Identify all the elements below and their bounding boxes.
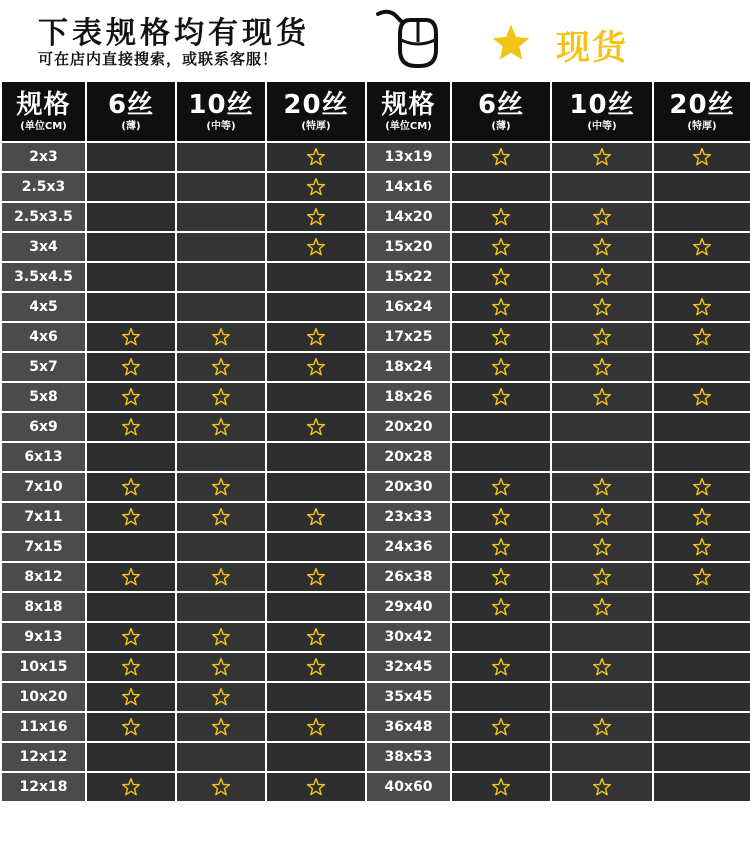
availability-cell-t6 — [451, 682, 551, 712]
availability-cell-t10 — [176, 382, 266, 412]
availability-cell-t10 — [551, 742, 653, 772]
availability-cell-t6 — [451, 202, 551, 232]
star-icon — [491, 267, 511, 287]
availability-cell-t10 — [176, 232, 266, 262]
availability-cell-t6 — [451, 772, 551, 802]
availability-cell-t20 — [266, 592, 366, 622]
table-row — [1, 382, 750, 412]
star-icon — [306, 507, 326, 527]
availability-cell-t20 — [653, 532, 750, 562]
size-cell: 14x16 — [366, 172, 451, 202]
availability-cell-t10 — [551, 682, 653, 712]
availability-cell-t6 — [86, 562, 176, 592]
availability-cell-t6 — [451, 292, 551, 322]
availability-cell-t6 — [86, 292, 176, 322]
availability-cell-t6 — [86, 172, 176, 202]
availability-cell-t20 — [653, 472, 750, 502]
column-header-6: 6丝 (薄) — [86, 81, 176, 142]
availability-cell-t10 — [176, 682, 266, 712]
star-icon — [211, 627, 231, 647]
size-cell: 7x15 — [1, 532, 86, 562]
mouse-icon — [370, 8, 440, 70]
availability-cell-t20 — [653, 502, 750, 532]
star-icon — [306, 777, 326, 797]
size-cell: 5x7 — [1, 352, 86, 382]
availability-cell-t10 — [551, 502, 653, 532]
star-icon — [211, 777, 231, 797]
availability-cell-t20 — [266, 382, 366, 412]
size-cell: 15x20 — [366, 232, 451, 262]
availability-cell-t6 — [451, 562, 551, 592]
star-icon — [692, 327, 712, 347]
availability-cell-t20 — [266, 232, 366, 262]
size-cell: 23x33 — [366, 502, 451, 532]
size-cell: 13x19 — [366, 142, 451, 172]
size-cell: 14x20 — [366, 202, 451, 232]
availability-cell-t6 — [86, 262, 176, 292]
column-header-6: 6丝 (薄) — [451, 81, 551, 142]
star-icon — [306, 717, 326, 737]
star-icon — [211, 657, 231, 677]
legend-star-icon — [490, 22, 532, 64]
availability-cell-t6 — [86, 322, 176, 352]
column-header-size: 规格 (单位CM) — [1, 81, 86, 142]
availability-cell-t10 — [176, 262, 266, 292]
star-icon — [592, 237, 612, 257]
star-icon — [491, 657, 511, 677]
column-header-10: 10丝 (中等) — [176, 81, 266, 142]
star-icon — [491, 387, 511, 407]
star-icon — [121, 627, 141, 647]
availability-cell-t6 — [451, 712, 551, 742]
star-icon — [211, 327, 231, 347]
availability-cell-t20 — [266, 622, 366, 652]
table-row — [1, 562, 750, 592]
availability-cell-t6 — [451, 532, 551, 562]
size-cell: 32x45 — [366, 652, 451, 682]
table-row — [1, 622, 750, 652]
availability-cell-t20 — [653, 712, 750, 742]
availability-cell-t20 — [266, 322, 366, 352]
size-cell: 36x48 — [366, 712, 451, 742]
availability-cell-t20 — [266, 712, 366, 742]
star-icon — [211, 417, 231, 437]
column-header-size: 规格 (单位CM) — [366, 81, 451, 142]
availability-cell-t20 — [653, 682, 750, 712]
availability-cell-t6 — [86, 232, 176, 262]
availability-cell-t6 — [451, 232, 551, 262]
availability-cell-t20 — [653, 202, 750, 232]
star-icon — [211, 357, 231, 377]
availability-cell-t6 — [86, 622, 176, 652]
availability-cell-t6 — [86, 712, 176, 742]
table-row — [1, 142, 750, 172]
availability-cell-t10 — [176, 292, 266, 322]
availability-cell-t6 — [86, 742, 176, 772]
size-cell: 15x22 — [366, 262, 451, 292]
availability-cell-t20 — [266, 172, 366, 202]
size-cell: 2.5x3 — [1, 172, 86, 202]
availability-cell-t10 — [176, 712, 266, 742]
availability-cell-t6 — [86, 142, 176, 172]
availability-cell-t6 — [451, 172, 551, 202]
availability-cell-t6 — [451, 592, 551, 622]
star-icon — [592, 597, 612, 617]
star-icon — [306, 567, 326, 587]
page-title: 下表规格均有现货 — [38, 16, 310, 51]
availability-cell-t20 — [653, 772, 750, 802]
star-icon — [211, 687, 231, 707]
star-icon — [121, 417, 141, 437]
table-row — [1, 682, 750, 712]
availability-cell-t10 — [176, 772, 266, 802]
availability-cell-t6 — [451, 322, 551, 352]
availability-cell-t20 — [653, 352, 750, 382]
availability-cell-t10 — [551, 412, 653, 442]
legend-label: 现货 — [556, 28, 628, 68]
star-icon — [491, 327, 511, 347]
page-header — [0, 0, 750, 80]
size-cell: 3x4 — [1, 232, 86, 262]
star-icon — [211, 477, 231, 497]
size-cell: 4x6 — [1, 322, 86, 352]
availability-cell-t10 — [551, 232, 653, 262]
star-icon — [491, 207, 511, 227]
table-row — [1, 232, 750, 262]
star-icon — [692, 537, 712, 557]
availability-cell-t10 — [176, 622, 266, 652]
star-icon — [592, 537, 612, 557]
size-cell: 10x20 — [1, 682, 86, 712]
availability-cell-t10 — [551, 292, 653, 322]
availability-cell-t10 — [551, 472, 653, 502]
star-icon — [306, 357, 326, 377]
size-cell: 3.5x4.5 — [1, 262, 86, 292]
column-header-10: 10丝 (中等) — [551, 81, 653, 142]
availability-cell-t10 — [176, 742, 266, 772]
star-icon — [592, 387, 612, 407]
size-cell: 38x53 — [366, 742, 451, 772]
availability-cell-t10 — [176, 592, 266, 622]
size-cell: 12x18 — [1, 772, 86, 802]
star-icon — [306, 657, 326, 677]
star-icon — [211, 507, 231, 527]
star-icon — [592, 327, 612, 347]
table-row — [1, 652, 750, 682]
availability-cell-t10 — [176, 172, 266, 202]
size-cell: 5x8 — [1, 382, 86, 412]
availability-cell-t10 — [176, 502, 266, 532]
star-icon — [592, 777, 612, 797]
spec-table — [0, 80, 750, 803]
availability-cell-t6 — [86, 202, 176, 232]
availability-cell-t10 — [551, 622, 653, 652]
star-icon — [491, 507, 511, 527]
availability-cell-t20 — [653, 622, 750, 652]
availability-cell-t6 — [451, 622, 551, 652]
availability-cell-t20 — [266, 292, 366, 322]
availability-cell-t6 — [86, 382, 176, 412]
star-icon — [306, 177, 326, 197]
availability-cell-t20 — [653, 172, 750, 202]
star-icon — [692, 477, 712, 497]
table-row — [1, 442, 750, 472]
size-cell: 12x12 — [1, 742, 86, 772]
star-icon — [592, 477, 612, 497]
star-icon — [491, 537, 511, 557]
availability-cell-t10 — [551, 532, 653, 562]
star-icon — [592, 207, 612, 227]
size-cell: 30x42 — [366, 622, 451, 652]
star-icon — [121, 477, 141, 497]
star-icon — [592, 567, 612, 587]
availability-cell-t10 — [551, 382, 653, 412]
table-header-row — [1, 81, 750, 142]
availability-cell-t10 — [176, 562, 266, 592]
availability-cell-t10 — [551, 442, 653, 472]
star-icon — [211, 387, 231, 407]
availability-cell-t20 — [266, 142, 366, 172]
availability-cell-t20 — [266, 202, 366, 232]
availability-cell-t6 — [451, 142, 551, 172]
star-icon — [491, 477, 511, 497]
availability-cell-t6 — [451, 502, 551, 532]
size-cell: 20x20 — [366, 412, 451, 442]
availability-cell-t20 — [266, 262, 366, 292]
availability-cell-t20 — [653, 442, 750, 472]
table-row — [1, 532, 750, 562]
star-icon — [121, 567, 141, 587]
availability-cell-t20 — [653, 412, 750, 442]
star-icon — [121, 657, 141, 677]
star-icon — [491, 147, 511, 167]
availability-cell-t20 — [653, 382, 750, 412]
availability-cell-t10 — [551, 652, 653, 682]
availability-cell-t20 — [266, 772, 366, 802]
star-icon — [211, 567, 231, 587]
availability-cell-t20 — [266, 352, 366, 382]
availability-cell-t6 — [86, 592, 176, 622]
star-icon — [592, 147, 612, 167]
star-icon — [121, 507, 141, 527]
star-icon — [306, 417, 326, 437]
star-icon — [306, 237, 326, 257]
column-header-20: 20丝 (特厚) — [266, 81, 366, 142]
availability-cell-t6 — [86, 532, 176, 562]
size-cell: 10x15 — [1, 652, 86, 682]
page-subtitle: 可在店内直接搜索，或联系客服！ — [38, 50, 279, 68]
availability-cell-t6 — [86, 682, 176, 712]
availability-cell-t6 — [86, 472, 176, 502]
availability-cell-t10 — [551, 772, 653, 802]
table-row — [1, 712, 750, 742]
table-row — [1, 472, 750, 502]
star-icon — [692, 147, 712, 167]
star-icon — [306, 147, 326, 167]
size-cell: 6x9 — [1, 412, 86, 442]
size-cell: 9x13 — [1, 622, 86, 652]
availability-cell-t20 — [266, 742, 366, 772]
star-icon — [491, 237, 511, 257]
availability-cell-t10 — [551, 142, 653, 172]
star-icon — [121, 777, 141, 797]
table-row — [1, 262, 750, 292]
size-cell: 8x12 — [1, 562, 86, 592]
size-cell: 2x3 — [1, 142, 86, 172]
availability-cell-t10 — [176, 322, 266, 352]
availability-cell-t20 — [653, 562, 750, 592]
star-icon — [121, 357, 141, 377]
star-icon — [592, 267, 612, 287]
size-cell: 8x18 — [1, 592, 86, 622]
size-cell: 18x24 — [366, 352, 451, 382]
table-row — [1, 592, 750, 622]
star-icon — [592, 507, 612, 527]
availability-cell-t20 — [653, 592, 750, 622]
size-cell: 20x28 — [366, 442, 451, 472]
availability-cell-t10 — [176, 472, 266, 502]
size-cell: 29x40 — [366, 592, 451, 622]
availability-cell-t6 — [86, 352, 176, 382]
table-row — [1, 742, 750, 772]
star-icon — [592, 657, 612, 677]
table-row — [1, 412, 750, 442]
availability-cell-t20 — [653, 262, 750, 292]
availability-cell-t10 — [176, 142, 266, 172]
availability-cell-t6 — [451, 262, 551, 292]
size-cell: 11x16 — [1, 712, 86, 742]
size-cell: 7x10 — [1, 472, 86, 502]
availability-cell-t20 — [266, 532, 366, 562]
availability-cell-t6 — [451, 652, 551, 682]
availability-cell-t20 — [266, 472, 366, 502]
availability-cell-t20 — [653, 232, 750, 262]
size-cell: 26x38 — [366, 562, 451, 592]
availability-cell-t20 — [266, 412, 366, 442]
table-row — [1, 772, 750, 802]
availability-cell-t20 — [266, 442, 366, 472]
availability-cell-t10 — [551, 592, 653, 622]
availability-cell-t20 — [653, 292, 750, 322]
size-cell: 40x60 — [366, 772, 451, 802]
table-row — [1, 292, 750, 322]
availability-cell-t10 — [176, 532, 266, 562]
size-cell: 20x30 — [366, 472, 451, 502]
size-cell: 18x26 — [366, 382, 451, 412]
availability-cell-t10 — [551, 562, 653, 592]
availability-cell-t6 — [451, 442, 551, 472]
availability-cell-t6 — [451, 382, 551, 412]
star-icon — [491, 597, 511, 617]
table-row — [1, 322, 750, 352]
star-icon — [491, 717, 511, 737]
star-icon — [491, 567, 511, 587]
table-body — [1, 142, 750, 802]
star-icon — [211, 717, 231, 737]
availability-cell-t20 — [653, 142, 750, 172]
star-icon — [692, 237, 712, 257]
star-icon — [306, 627, 326, 647]
availability-cell-t6 — [86, 442, 176, 472]
star-icon — [692, 297, 712, 317]
star-icon — [692, 567, 712, 587]
star-icon — [306, 327, 326, 347]
size-cell: 6x13 — [1, 442, 86, 472]
size-cell: 24x36 — [366, 532, 451, 562]
star-icon — [592, 357, 612, 377]
table-row — [1, 352, 750, 382]
star-icon — [121, 687, 141, 707]
availability-cell-t6 — [451, 742, 551, 772]
star-icon — [592, 717, 612, 737]
availability-cell-t10 — [551, 262, 653, 292]
star-icon — [491, 297, 511, 317]
availability-cell-t10 — [551, 322, 653, 352]
size-cell: 4x5 — [1, 292, 86, 322]
availability-cell-t10 — [551, 202, 653, 232]
star-icon — [121, 327, 141, 347]
availability-cell-t20 — [266, 652, 366, 682]
availability-cell-t6 — [451, 472, 551, 502]
availability-cell-t20 — [653, 652, 750, 682]
availability-cell-t6 — [86, 502, 176, 532]
availability-cell-t6 — [86, 652, 176, 682]
size-cell: 35x45 — [366, 682, 451, 712]
availability-cell-t10 — [551, 172, 653, 202]
size-cell: 7x11 — [1, 502, 86, 532]
availability-cell-t20 — [653, 742, 750, 772]
star-icon — [121, 717, 141, 737]
table-row — [1, 502, 750, 532]
availability-cell-t6 — [86, 412, 176, 442]
availability-cell-t6 — [86, 772, 176, 802]
star-icon — [121, 387, 141, 407]
availability-cell-t20 — [266, 502, 366, 532]
availability-cell-t10 — [176, 412, 266, 442]
availability-cell-t6 — [451, 352, 551, 382]
column-header-20: 20丝 (特厚) — [653, 81, 750, 142]
star-icon — [491, 357, 511, 377]
size-cell: 17x25 — [366, 322, 451, 352]
availability-cell-t10 — [176, 352, 266, 382]
star-icon — [491, 777, 511, 797]
availability-cell-t10 — [176, 202, 266, 232]
availability-cell-t20 — [266, 562, 366, 592]
size-cell: 16x24 — [366, 292, 451, 322]
star-icon — [306, 207, 326, 227]
size-cell: 2.5x3.5 — [1, 202, 86, 232]
availability-cell-t10 — [551, 352, 653, 382]
availability-cell-t10 — [176, 442, 266, 472]
availability-cell-t10 — [176, 652, 266, 682]
availability-cell-t20 — [653, 322, 750, 352]
table-row — [1, 172, 750, 202]
availability-cell-t6 — [451, 412, 551, 442]
star-icon — [592, 297, 612, 317]
availability-cell-t20 — [266, 682, 366, 712]
availability-cell-t10 — [551, 712, 653, 742]
star-icon — [692, 387, 712, 407]
star-icon — [692, 507, 712, 527]
table-row — [1, 202, 750, 232]
